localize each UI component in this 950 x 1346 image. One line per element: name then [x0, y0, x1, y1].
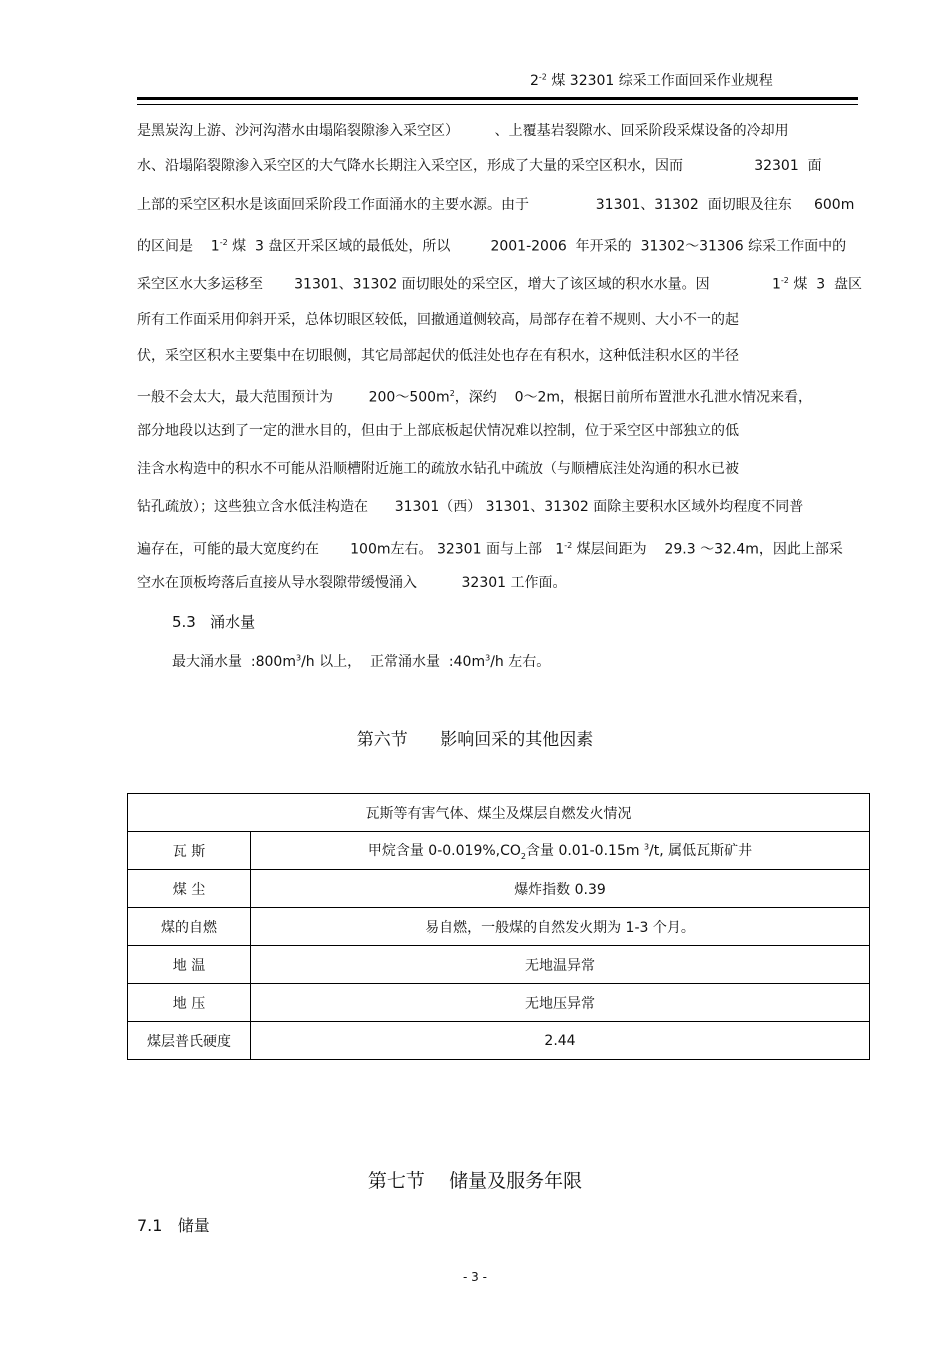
header-rule-thin [137, 104, 858, 105]
superscript: -2 [219, 238, 228, 247]
header-title-sup: -2 [538, 72, 547, 82]
gas-value-post: /t, 属低瓦斯矿井 [649, 843, 753, 860]
line-text: 一般不会太大，最大范围预计为 200～500m [137, 389, 450, 406]
table-row-value: 爆炸指数 0.39 [251, 870, 870, 908]
table-row-label: 煤的自燃 [128, 908, 251, 946]
paragraph-line: 上部的采空区积水是该面回采阶段工作面涌水的主要水源。由于 31301、31302 面切眼及往东 600m [137, 197, 855, 213]
paragraph-line [137, 536, 843, 560]
superscript: 3 [295, 653, 302, 663]
table-row-value: 2.44 [251, 1022, 870, 1060]
line-text: 遍存在，可能的最大宽度约在 100m左右。 32301 面与上部 1 [137, 541, 565, 558]
page-number: - 3 - [463, 1270, 487, 1284]
water-inflow-line [172, 651, 550, 671]
table-row-label: 煤层普氏硬度 [128, 1022, 251, 1060]
paragraph-line: 伏，采空区积水主要集中在切眼侧，其它局部起伏的低洼处也存在有积水，这种低洼积水区的半径 [137, 348, 739, 364]
subscript: 2 [520, 851, 526, 861]
superscript: -2 [780, 276, 789, 285]
paragraph-line [137, 384, 812, 408]
table-row-label: 地 压 [128, 984, 251, 1022]
paragraph-line: 空水在顶板垮落后直接从导水裂隙带缓慢涌入 32301 工作面。 [137, 575, 567, 591]
inflow-mid: /h 以上， 正常涌水量 :40m [301, 654, 486, 670]
table-header-cell: 瓦斯等有害气体、煤尘及煤层自燃发火情况 [128, 794, 870, 832]
table-row-label: 瓦 斯 [128, 832, 251, 870]
line-text: 煤 3 盘区 [788, 276, 863, 293]
section-7-1-heading: 7.1 储量 [137, 1216, 210, 1235]
section-7-title: 第七节 储量及服务年限 [367, 1170, 583, 1192]
section-6-title: 第六节 影响回采的其他因素 [356, 730, 594, 750]
table-row [128, 1022, 870, 1060]
table-row-value [251, 832, 870, 870]
superscript: 3 [643, 842, 650, 852]
line-text: 采空区水大多运移至 31301、31302 面切眼处的采空区，增大了该区域的积水水量。因 1 [137, 276, 781, 293]
paragraph-line [137, 271, 862, 295]
superscript: 3 [485, 653, 491, 663]
table-row [128, 946, 870, 984]
hazard-table [127, 793, 870, 1060]
table-header-row [128, 794, 870, 832]
normal-inflow-tail: /h 左右。 [490, 654, 551, 670]
paragraph-line: 洼含水构造中的积水不可能从沿顺槽附近施工的疏放水钻孔中疏放（与顺槽底洼处沟通的积水已被 [137, 461, 739, 477]
table-row [128, 908, 870, 946]
table-row [128, 870, 870, 908]
table-row-label: 煤 尘 [128, 870, 251, 908]
header-title-rest: 煤 32301 综采工作面回采作业规程 [546, 73, 773, 89]
line-text: ，深约 0～2m，根据日前所布置泄水孔泄水情况来看， [454, 389, 813, 406]
gas-value-mid: 含量 0.01-0.15m [526, 843, 644, 860]
table-row-value: 无地温异常 [251, 946, 870, 984]
paragraph-line: 部分地段以达到了一定的泄水目的，但由于上部底板起伏情况难以控制，位于采空区中部独立的低 [137, 423, 739, 439]
line-text: 煤层间距为 29.3 ～32.4m，因此上部采 [572, 541, 843, 558]
document-header-title [530, 70, 773, 90]
table-row-value: 易自燃，一般煤的自然发火期为 1-3 个月。 [251, 908, 870, 946]
superscript: 2 [449, 389, 455, 398]
paragraph-line: 钻孔疏放）；这些独立含水低洼构造在 31301（西） 31301、31302 面除主要积水区域外均程度不同普 [137, 499, 804, 515]
line-text: 煤 3 盘区开采区域的最低处，所以 2001-2006 年开采的 31302～31306 综采工作面中的 [227, 238, 847, 255]
gas-value-pre: 甲烷含量 0-0.019%,CO [367, 843, 521, 860]
line-text: 的区间是 1 [137, 238, 220, 255]
superscript: -2 [564, 541, 573, 550]
paragraph-line [137, 233, 846, 257]
max-inflow-label: 最大涌水量 :800m [172, 654, 296, 670]
table-row-value: 无地压异常 [251, 984, 870, 1022]
table-row-label: 地 温 [128, 946, 251, 984]
table-row [128, 832, 870, 870]
section-5-3-heading: 5.3 涌水量 [172, 613, 256, 631]
header-title-prefix: 2 [530, 73, 539, 89]
table-row [128, 984, 870, 1022]
paragraph-line: 所有工作面采用仰斜开采，总体切眼区较低，回撤通道侧较高，局部存在着不规则、大小不一的起 [137, 312, 739, 328]
paragraph-line: 是黑炭沟上游、沙河沟潜水由塌陷裂隙渗入采空区） 、上覆基岩裂隙水、回采阶段采煤设备的冷却用 [137, 123, 789, 139]
paragraph-line: 水、沿塌陷裂隙渗入采空区的大气降水长期注入采空区，形成了大量的采空区积水，因而 32301 面 [137, 158, 822, 174]
header-rule-thick [137, 97, 858, 100]
